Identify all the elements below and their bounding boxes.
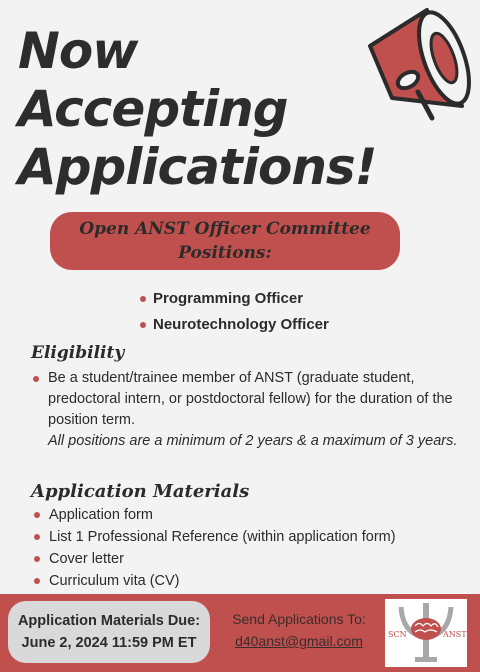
positions-banner [50, 212, 400, 270]
headline-line-2: Accepting [18, 80, 288, 138]
due-date-box [8, 601, 210, 663]
send-label: Send Applications To: [232, 611, 366, 627]
due-date: June 2, 2024 11:59 PM ET [21, 635, 197, 651]
megaphone-icon [352, 6, 480, 126]
position-item: Programming Officer [153, 286, 329, 312]
footer-band [0, 594, 480, 672]
material-item: List 1 Professional Reference (within application form) [49, 526, 396, 548]
psi-brain-icon [385, 599, 467, 667]
headline [18, 22, 376, 196]
scn-anst-logo [385, 599, 467, 667]
eligibility-body [48, 368, 468, 452]
eligibility-title: Eligibility [31, 343, 125, 363]
materials-list [49, 504, 396, 592]
position-item: Neurotechnology Officer [153, 312, 329, 338]
logo-right-text: ANST [443, 630, 467, 639]
due-label: Application Materials Due: [17, 613, 201, 629]
eligibility-note: All positions are a minimum of 2 years & a maximum of 3 years. [48, 433, 458, 449]
send-applications [224, 608, 374, 652]
material-item: Curriculum vita (CV) [49, 570, 396, 592]
email-link[interactable]: d40anst@gmail.com [235, 633, 363, 649]
material-item: Application form [49, 504, 396, 526]
positions-list [153, 286, 329, 338]
headline-line-3: Applications! [18, 138, 377, 196]
positions-banner-title: Open ANST Officer Committee Positions: [79, 219, 371, 263]
eligibility-text: Be a student/trainee member of ANST (graduate student, predoctoral intern, or postdoctoral fellow) for the duration of the position term. [48, 370, 453, 428]
material-item: Cover letter [49, 548, 396, 570]
headline-line-1: Now [18, 22, 138, 80]
logo-left-text: SCN [388, 630, 407, 639]
materials-title: Application Materials [31, 481, 250, 502]
